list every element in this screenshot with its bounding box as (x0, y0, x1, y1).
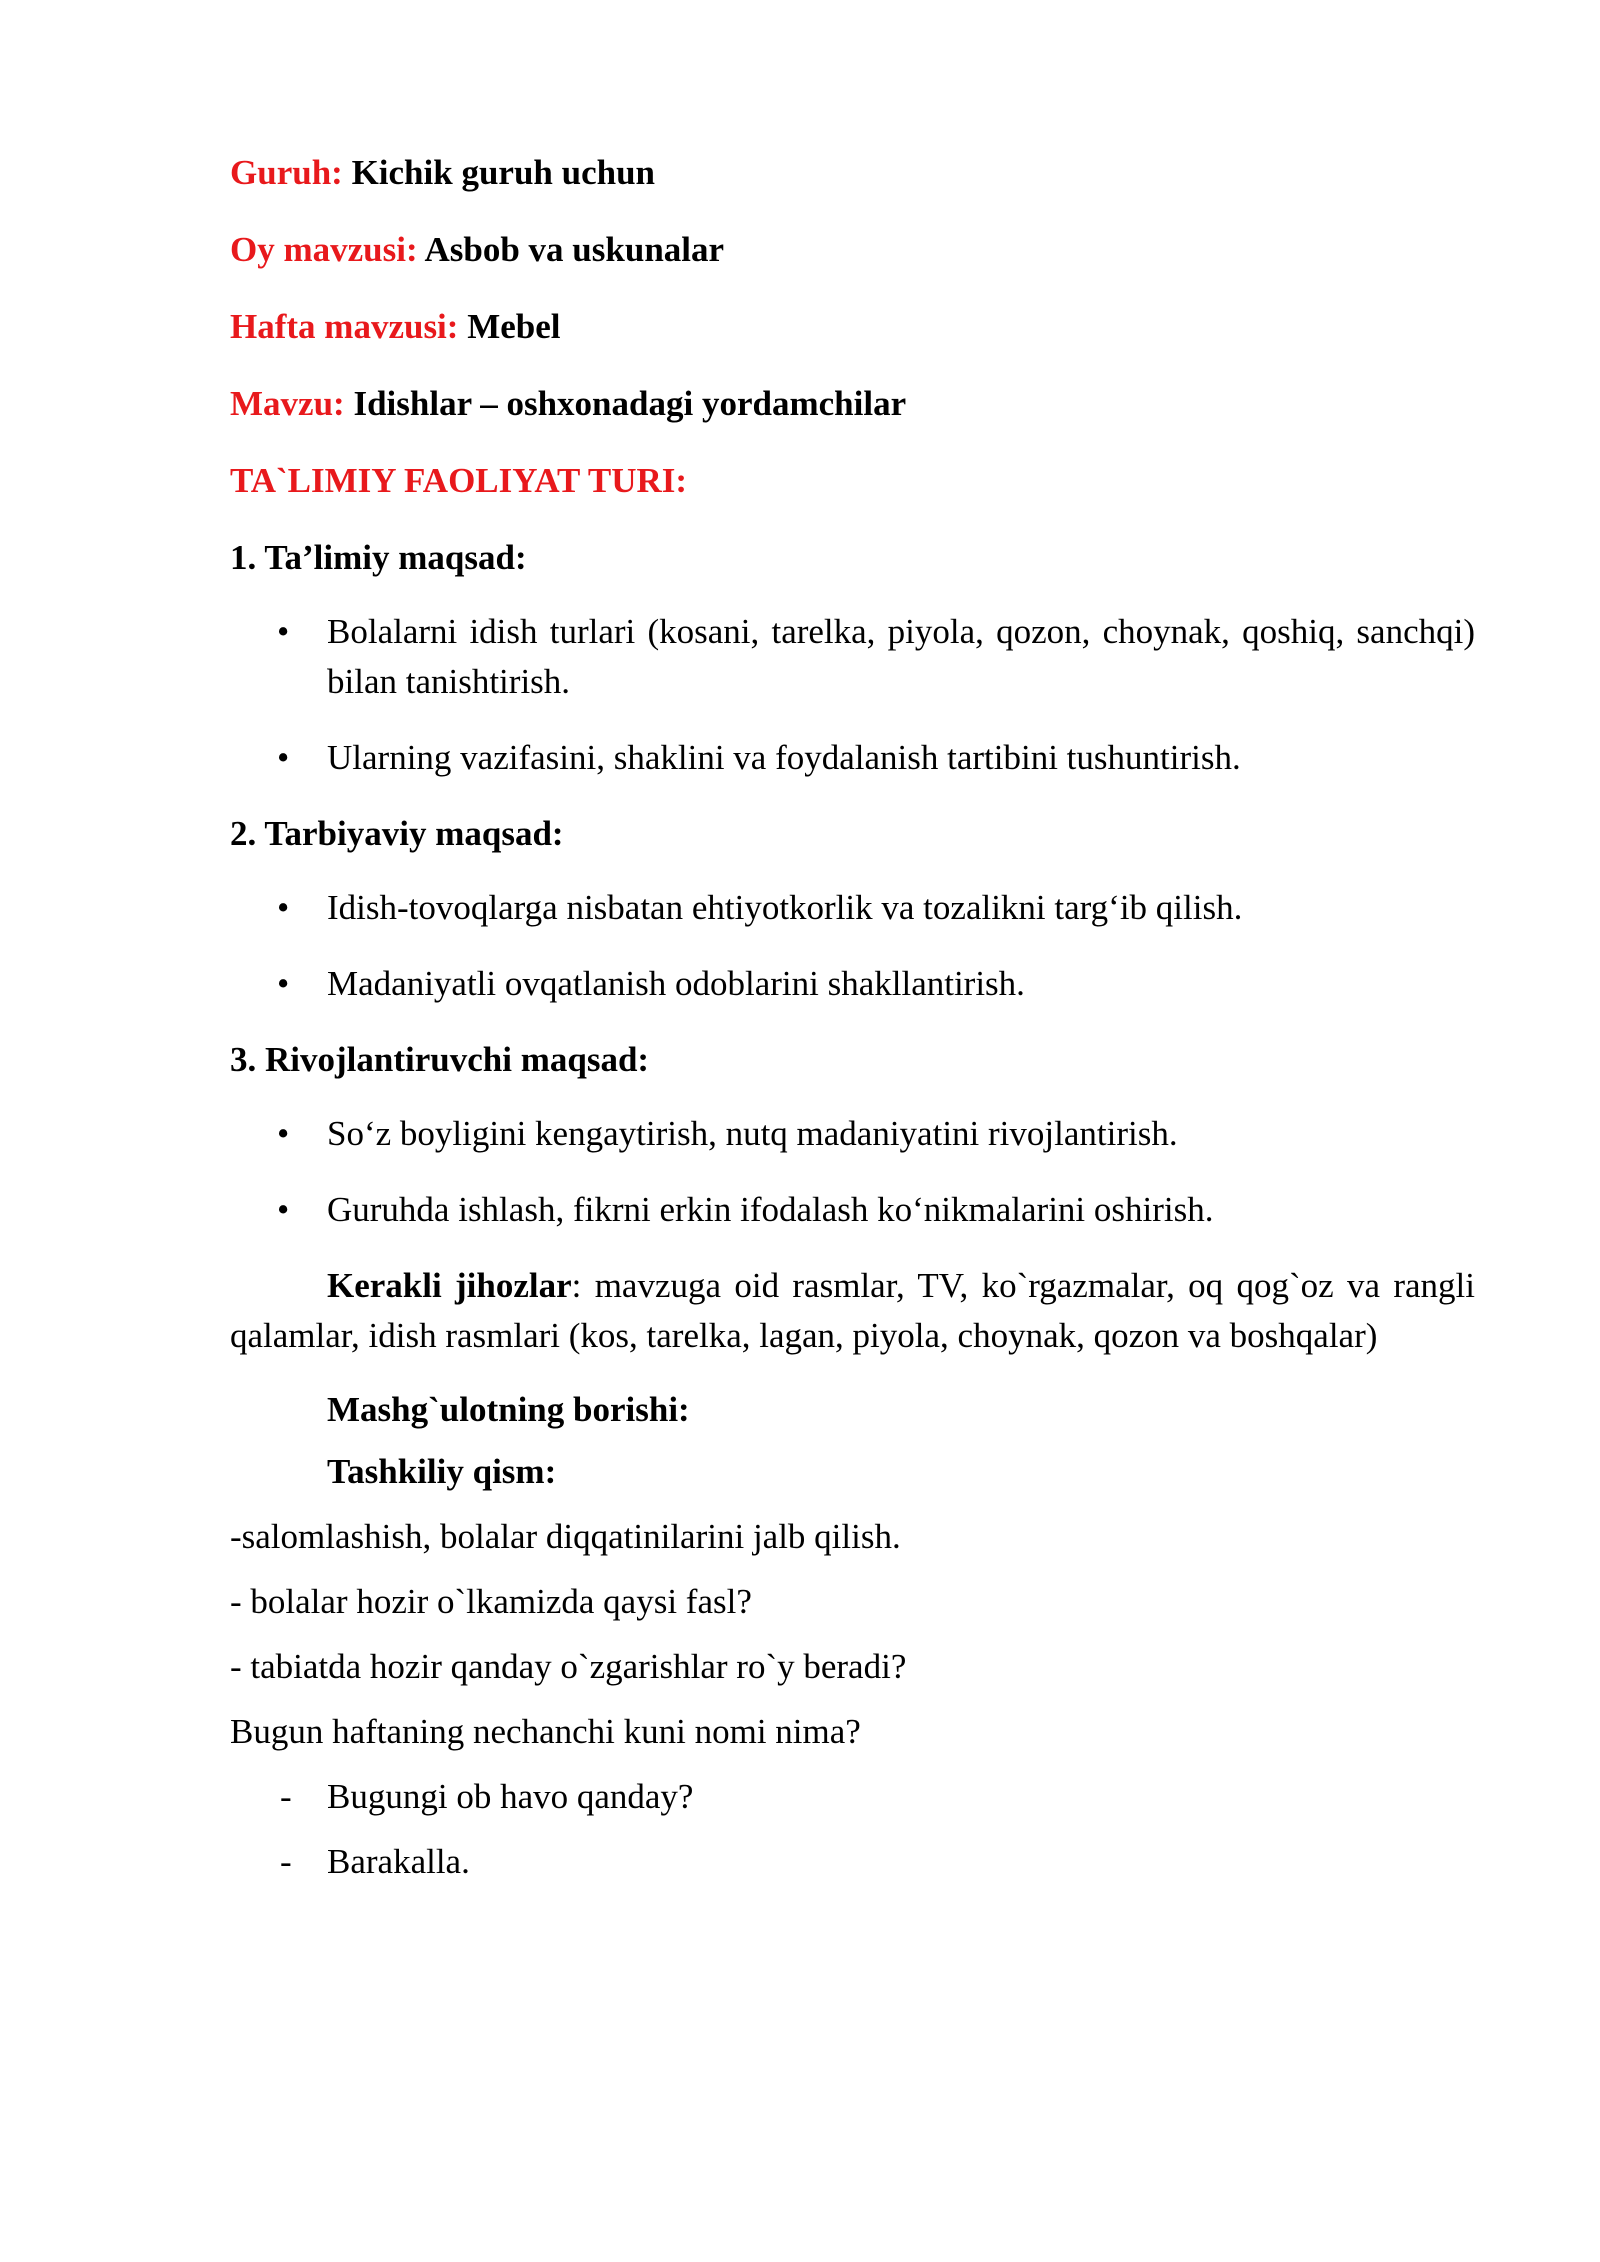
list-item (230, 1185, 1475, 1235)
developmental-goal-list (230, 1109, 1475, 1235)
activity-type-heading: TA`LIMIY FAOLIYAT TURI: (230, 461, 688, 500)
list-item (230, 1772, 1475, 1822)
list-item-text: So‘z boyligini kengaytirish, nutq madaniyatini rivojlantirish. (327, 1114, 1178, 1153)
list-item (230, 883, 1475, 933)
bullet-icon: • (277, 738, 290, 777)
organizational-part-heading: Tashkiliy qism: (327, 1452, 557, 1491)
bullet-icon: • (277, 1190, 290, 1229)
topic-label: Mavzu: (230, 384, 345, 423)
equipment-paragraph (230, 1261, 1475, 1361)
group-line (230, 148, 1475, 198)
list-item (230, 959, 1475, 1009)
list-item-text: Bolalarni idish turlari (kosani, tarelka, piyola, qozon, choynak, qoshiq, sanchqi) bilan tanishtirish. (327, 612, 1475, 701)
group-label: Guruh: (230, 153, 343, 192)
topic-value: Idishlar – oshxonadagi yordamchilar (353, 384, 907, 423)
lesson-line: - bolalar hozir o`lkamizda qaysi fasl? (230, 1582, 752, 1621)
educational-goal-list (230, 607, 1475, 783)
group-value: Kichik guruh uchun (351, 153, 656, 192)
list-item-text: Bugungi ob havo qanday? (327, 1777, 694, 1816)
educational-goal-heading: 1. Ta’limiy maqsad: (230, 538, 527, 577)
list-item-text: Madaniyatli ovqatlanish odoblarini shakllantirish. (327, 964, 1025, 1003)
lesson-progress-heading: Mashg`ulotning borishi: (327, 1390, 690, 1429)
week-topic-value: Mebel (467, 307, 561, 346)
dash-icon: - (280, 1777, 292, 1816)
upbringing-goal-list (230, 883, 1475, 1009)
bullet-icon: • (277, 964, 290, 1003)
week-topic-label: Hafta mavzusi: (230, 307, 459, 346)
equipment-text: : mavzuga oid rasmlar, TV, ko`rgazmalar, oq qog`oz va rangli qalamlar, idish rasmlari (kos, tarelka, lagan, piyola, choynak, qozon va boshqalar) (230, 1266, 1475, 1355)
list-item-text: Ularning vazifasini, shaklini va foydalanish tartibini tushuntirish. (327, 738, 1241, 777)
list-item (230, 607, 1475, 707)
dash-list (230, 1772, 1475, 1887)
list-item (230, 1109, 1475, 1159)
dash-icon: - (280, 1842, 292, 1881)
bullet-icon: • (277, 888, 290, 927)
upbringing-goal-heading: 2. Tarbiyaviy maqsad: (230, 814, 564, 853)
month-topic-value: Asbob va uskunalar (424, 230, 725, 269)
developmental-goal-heading: 3. Rivojlantiruvchi maqsad: (230, 1040, 650, 1079)
document-page (230, 148, 1475, 1902)
equipment-label: Kerakli jihozlar (327, 1266, 572, 1305)
week-topic-line (230, 302, 1475, 352)
list-item (230, 733, 1475, 783)
month-topic-label: Oy mavzusi: (230, 230, 418, 269)
lesson-line: Bugun haftaning nechanchi kuni nomi nima? (230, 1712, 861, 1751)
topic-line (230, 379, 1475, 429)
bullet-icon: • (277, 1114, 290, 1153)
bullet-icon: • (277, 612, 290, 651)
list-item-text: Guruhda ishlash, fikrni erkin ifodalash ko‘nikmalarini oshirish. (327, 1190, 1214, 1229)
lesson-line: - tabiatda hozir qanday o`zgarishlar ro`y beradi? (230, 1647, 907, 1686)
month-topic-line (230, 225, 1475, 275)
list-item-text: Barakalla. (327, 1842, 470, 1881)
lesson-line: -salomlashish, bolalar diqqatinilarini jalb qilish. (230, 1517, 901, 1556)
list-item-text: Idish-tovoqlarga nisbatan ehtiyotkorlik va tozalikni targ‘ib qilish. (327, 888, 1243, 927)
list-item (230, 1837, 1475, 1887)
